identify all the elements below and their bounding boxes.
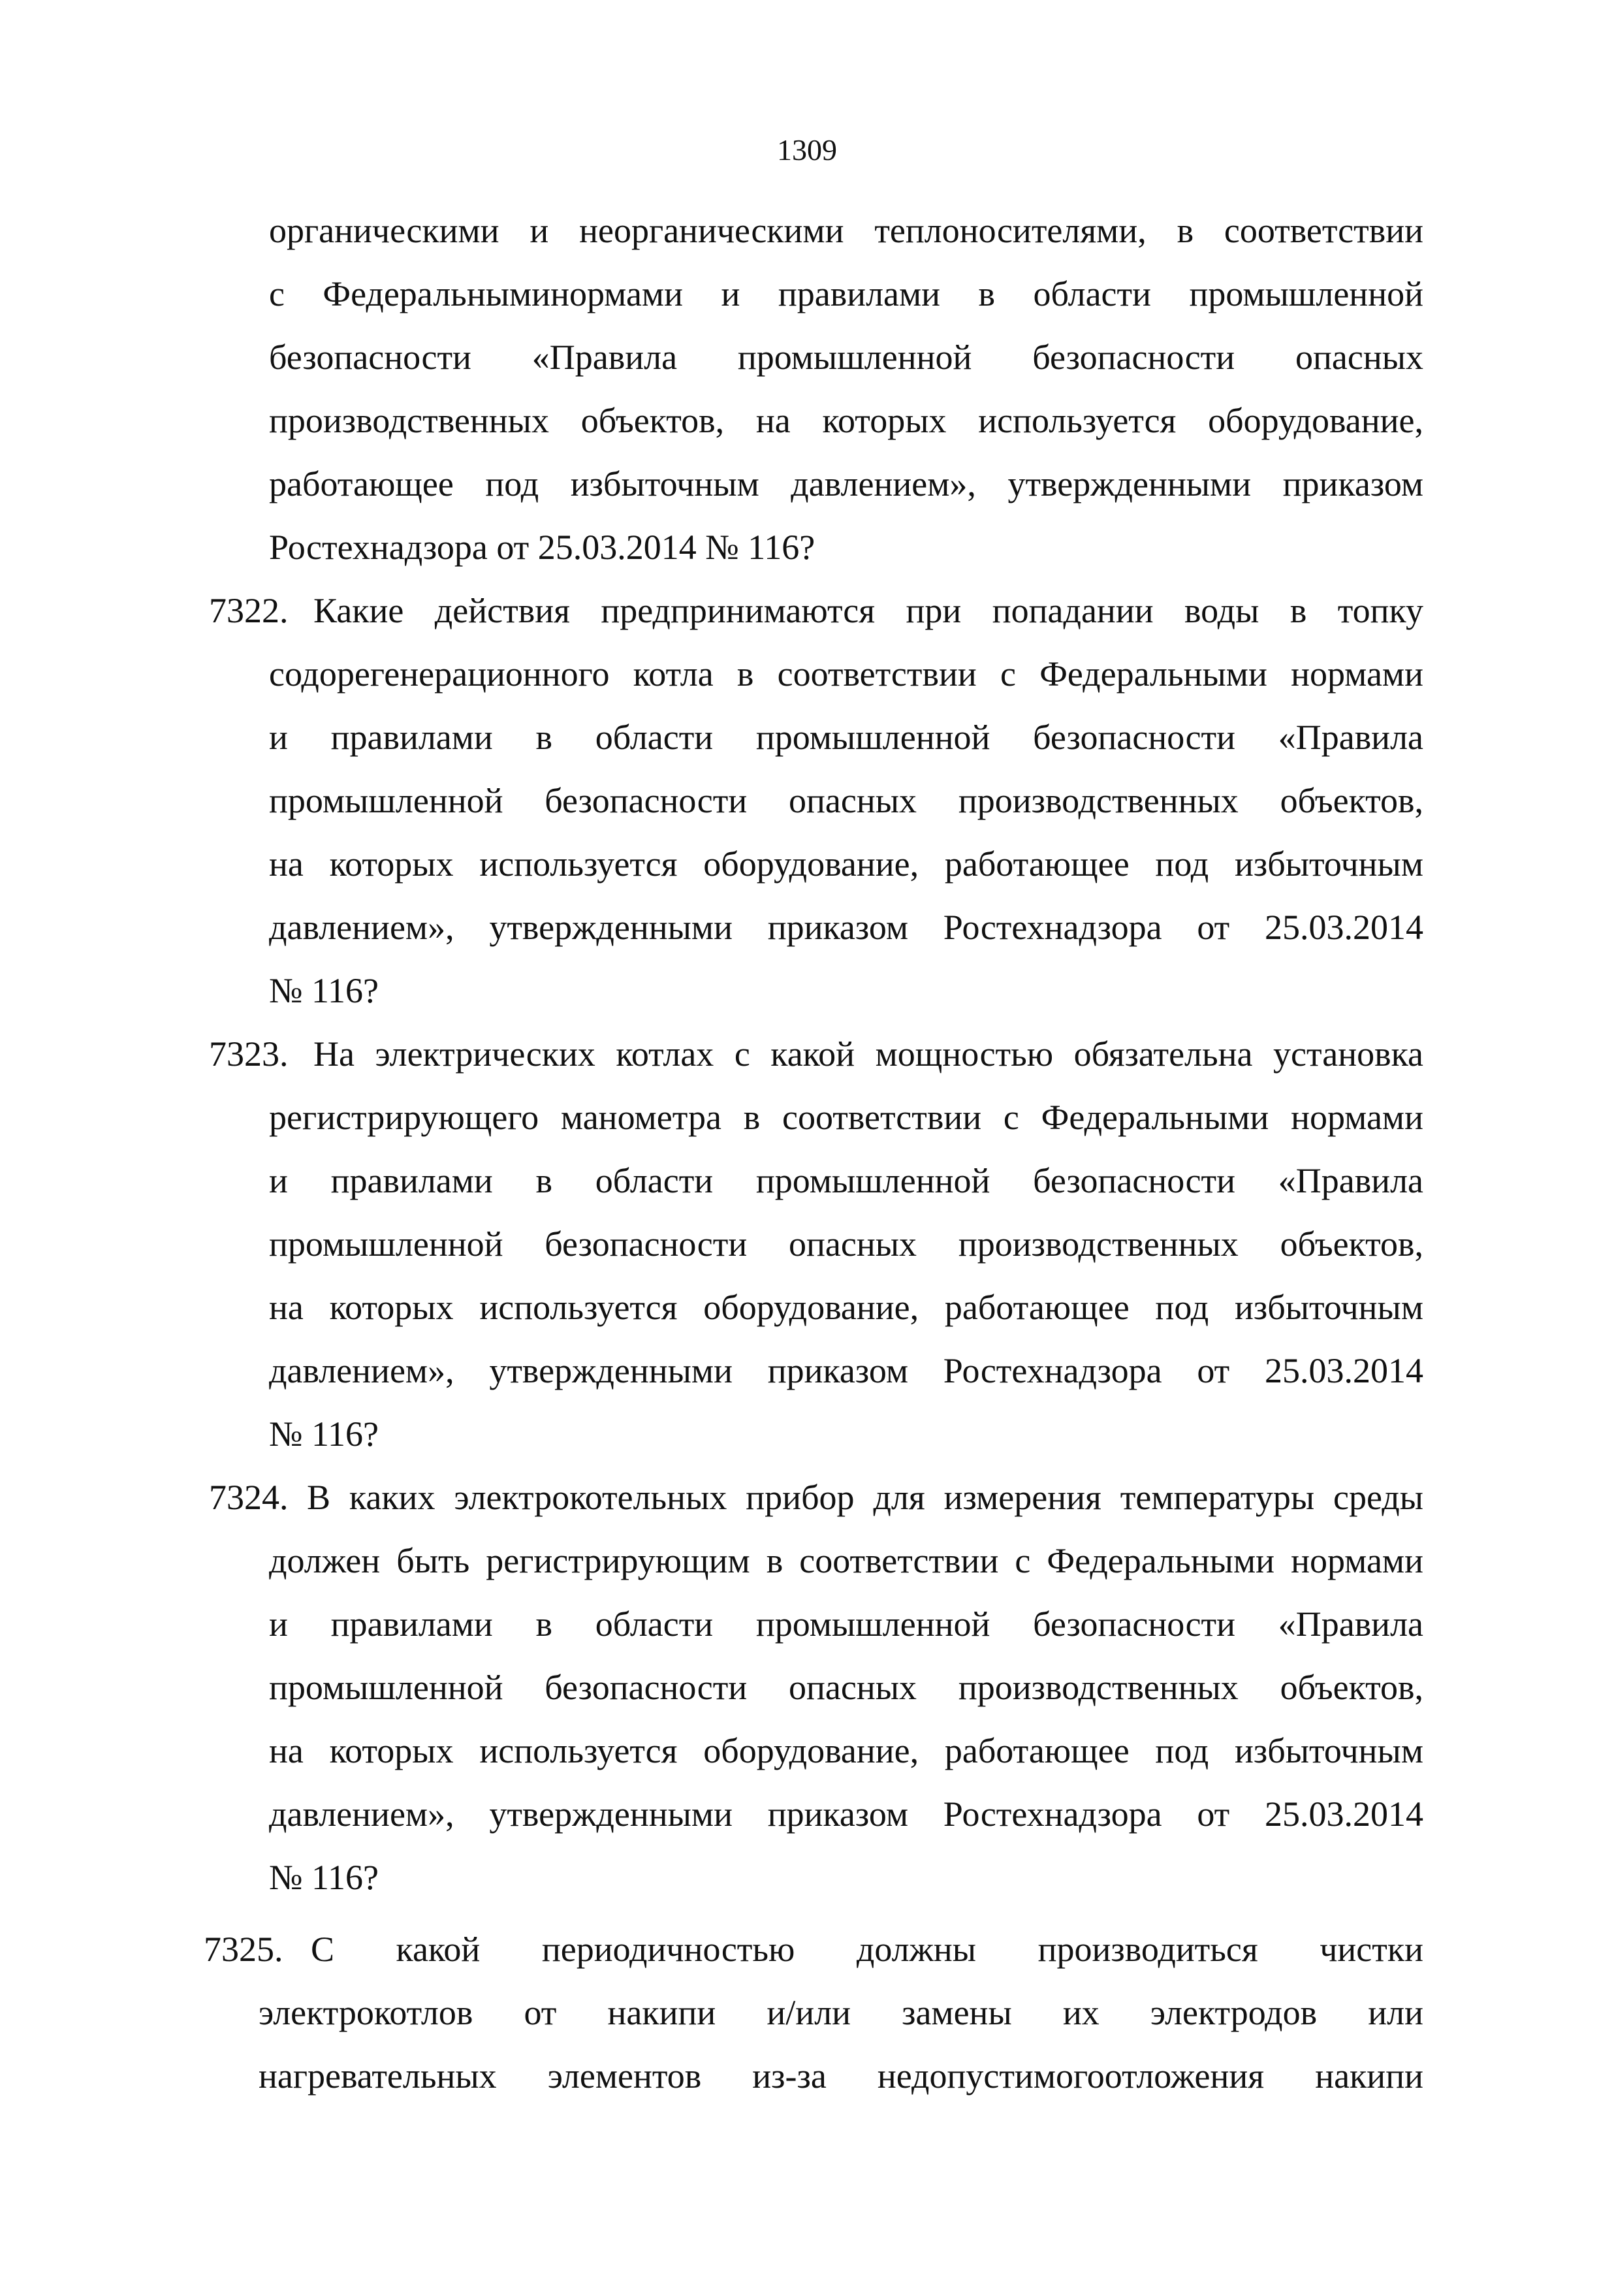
text-line: промышленной безопасности опасных производственных объектов, [269,1224,1423,1264]
page-number: 1309 [777,133,837,167]
question-number: 7323. [209,1034,289,1074]
question-number: 7325. [204,1930,283,1969]
text-line: На электрических котлах с какой мощностью обязательна установка [313,1034,1423,1074]
text-line: давлением», утвержденными приказом Ростехнадзора от 25.03.2014 [269,1794,1423,1834]
text-line: промышленной безопасности опасных производственных объектов, [269,1668,1423,1707]
text-line: на которых используется оборудование, работающее под избыточным [269,844,1423,884]
text-line: промышленной безопасности опасных производственных объектов, [269,781,1423,820]
text-line: работающее под избыточным давлением», утвержденными приказом [269,464,1423,503]
text-line: электрокотлов от накипи и/или замены их электродов или [259,1993,1423,2032]
text-line: с Федеральныминормами и правилами в области промышленной [269,274,1423,313]
question-number: 7322. [209,591,289,630]
text-line: безопасности «Правила промышленной безопасности опасных [269,338,1423,377]
text-line: № 116? [269,971,379,1010]
text-line: содорегенерационного котла в соответствии с Федеральными нормами [269,654,1423,694]
text-line: Ростехнадзора от 25.03.2014 № 116? [269,528,815,567]
text-line: производственных объектов, на которых используется оборудование, [269,401,1423,440]
text-line: на которых используется оборудование, работающее под избыточным [269,1731,1423,1770]
text-line: органическими и неорганическими теплоносителями, в соответствии [269,211,1423,250]
text-line: должен быть регистрирующим в соответствии с Федеральными нормами [269,1541,1423,1580]
text-line: № 116? [269,1858,379,1897]
text-line: нагревательных элементов из-за недопустимогоотложения накипи [259,2056,1423,2096]
text-line: и правилами в области промышленной безопасности «Правила [269,1604,1423,1644]
text-line: и правилами в области промышленной безопасности «Правила [269,718,1423,757]
text-line: регистрирующего манометра в соответствии с Федеральными нормами [269,1098,1423,1137]
text-line: и правилами в области промышленной безопасности «Правила [269,1161,1423,1200]
text-line: на которых используется оборудование, работающее под избыточным [269,1288,1423,1327]
text-line: давлением», утвержденными приказом Ростехнадзора от 25.03.2014 [269,1351,1423,1390]
text-line: Какие действия предпринимаются при попадании воды в топку [313,591,1423,630]
text-line: давлением», утвержденными приказом Ростехнадзора от 25.03.2014 [269,908,1423,947]
text-line: № 116? [269,1414,379,1454]
question-number: 7324. [209,1478,289,1517]
text-line: С какой периодичностью должны производиться чистки [311,1930,1423,1969]
text-line: В каких электрокотельных прибор для измерения температуры среды [307,1478,1423,1517]
